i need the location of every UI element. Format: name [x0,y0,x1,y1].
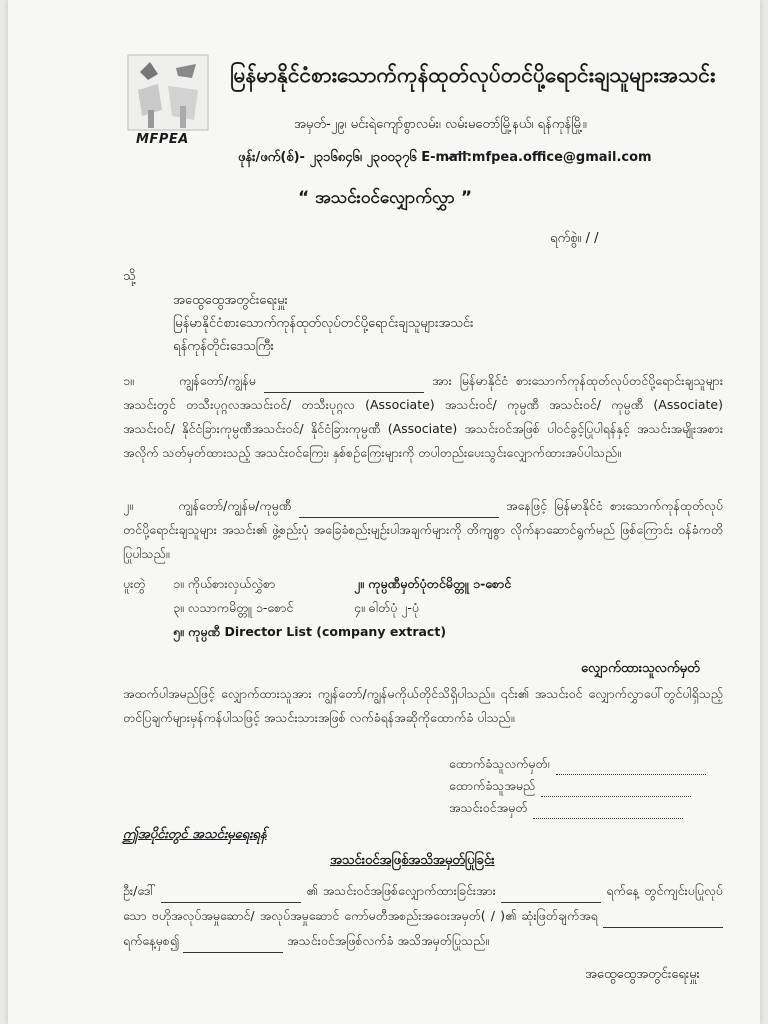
organization-address: အမှတ်-၂၉၊ မင်းရဲကျော်စွာလမ်း၊ လမ်းမတော်မြို့နယ်၊ ရန်ကုန်မြို့။ [294,117,587,132]
member-number-row [449,800,683,819]
organization-contact: ဖုန်း/ဖက်(စ်)- ၂၃၁၆၈၄၆၊ ၂၃၀၀၃၇၆ E-mail:mfpea.office@gmail.com [238,150,652,165]
organization-name: မြန်မာနိုင်ငံစားသောက်ကုန်ထုတ်လုပ်တင်ပို့ရောင်းချသူများအသင်း [230,63,716,87]
endorser-name-label: ထောက်ခံသူအမည် [449,778,536,793]
attachment-item: ၁။ ကိုယ်စားလှယ်လွှဲစာ [173,576,276,591]
paragraph-number: ၂။ [123,498,133,513]
endorser-name-field[interactable] [541,796,691,797]
paragraph-text: အား မြန်မာနိုင်ငံ စားသောက်ကုန်ထုတ်လုပ်တင်ပို့ရောင်းချသူများအသင်းတွင် တသီးပုဂ္ဂလအသင်းဝင်/ တသီးပုဂ္ဂလ (Associate) အသင်းဝင်/ ကုမ္ပဏီ အသင်းဝင်/ ကုမ္ပဏီ (Associate) အသင်းဝင်/ နိုင်ငံခြားကုမ္ပဏီအသင်းဝင်/ နိုင်ငံခြားကုမ္ပဏီ (Associate) အသင်းဝင်အဖြစ် ပါဝင်ခွင့်ပြုပါရန်နှင့် အသင်းအမျိုးအစားအလိုက် သတ်မှတ်ထားသည့် အသင်းဝင်ကြေး၊ နှစ်စဉ်ကြေးများကို တပါတည်းပေးသွင်းလျှောက်ထားအပ်ပါသည်။ [123,373,723,460]
cert-text-2: တွင်ကျင်းပပြုလုပ်သော ဗဟိုအလုပ်အမှုဆောင်/ အလုပ်အမှုဆောင် ကော်မတီအစည်းအဝေးအမှတ်( / )၏ [123,883,723,923]
form-page [8,0,760,1024]
paragraph-text: အနေဖြင့် မြန်မာနိုင်ငံ စားသောက်ကုန်ထုတ်လုပ်တင်ပို့ရောင်းချသူများ အသင်း၏ ဖွဲ့စည်းပုံ အခြေခံစည်းမျဉ်းပါအချက်များကို တိကျစွာ လိုက်နာဆောင်ရွက်မည် ဖြစ်ကြောင်း ဝန်ခံကတိပြုပါသည်။ [123,498,723,561]
attachment-item: ၂။ ကုမ္ပဏီမှတ်ပုံတင်မိတ္တူ ၁-စောင် [354,576,512,591]
cert-day-label: ရက်နေ့ [606,883,640,898]
cert-name-prefix: ဦး/ဒေါ် [123,883,156,898]
applicant-name-field[interactable] [264,368,424,393]
paragraph-number: ၁။ [123,373,134,388]
cert-text-1: ၏ အသင်းဝင်အဖြစ်လျှောက်ထားခြင်းအား [306,883,496,898]
logo-caption: MFPEA [136,132,189,147]
document-title: “ အသင်းဝင်လျှောက်လွှာ ” [298,188,473,208]
certification-title: အသင်းဝင်အဖြစ်အသိအမှတ်ပြုခြင်း [330,853,495,868]
general-secretary-signature: အထွေထွေအတွင်းရေးမှူး [585,967,700,982]
cert-effective-date-field[interactable] [603,903,723,928]
attachment-item: ၅။ ကုမ္ပဏီ Director List (company extract) [173,624,447,639]
company-name-field[interactable] [299,493,499,518]
cert-decision-label: ဆုံးဖြတ်ချက်အရ [521,908,598,923]
certification-text [123,878,723,953]
endorser-name-row [449,778,691,797]
paragraph-1 [123,368,723,465]
attachment-item: ၄။ ဓါတ်ပုံ ၂-ပုံ [354,600,420,615]
recipient-region: ရန်ကုန်တိုင်းဒေသကြီး [173,339,274,354]
cert-text-3: အသိအမှတ်ပြုသည်။ [397,933,490,948]
recipient-title: အထွေထွေအတွင်းရေးမှူး [173,293,288,308]
cert-member-type-field[interactable] [183,928,283,953]
date-field[interactable]: ရက်စွဲ။ / / [550,231,599,246]
member-number-label: အသင်းဝင်အမှတ် [449,800,528,815]
recommendation-paragraph: အထက်ပါအမည်ဖြင့် လျှောက်ထားသူအား ကျွန်တော်/ကျွန်မကိုယ်တိုင်သိရှိပါသည်။ ၎င်း၏ အသင်းဝင် လျှောက်လွှာပေါ်တွင်ပါရှိသည့် တင်ပြချက်များမှန်ကန်ပါသဖြင့် အသင်းသားအဖြစ် လက်ခံရန်အဆိုကိုထောက်ခံ ပါသည်။ [123,686,723,725]
pen-mark-icon [446,150,472,162]
member-number-field[interactable] [533,818,683,819]
endorser-signature-label: ထောက်ခံသူလက်မှတ်၊ [449,756,550,771]
attachments-label: ပူးတွဲ [123,576,146,591]
endorser-signature-row [449,756,706,775]
office-use-heading: ဤအပိုင်းတွင် အသင်းမှရေးရန် [123,827,267,842]
recipient-organization: မြန်မာနိုင်ငံစားသောက်ကုန်ထုတ်လုပ်တင်ပို့ရောင်းချသူများအသင်း [173,316,474,331]
paragraph-lead: ကျွန်တော်/ကျွန်မ [179,373,256,388]
paragraph-2 [123,493,723,566]
paragraph-lead: ကျွန်တော်/ကျွန်မ/ကုမ္ပဏီ [178,498,292,513]
cert-accept-label: အသင်းဝင်အဖြစ်လက်ခံ [287,933,394,948]
attachment-item: ၃။ လသာကမိတ္တူ ၁-စောင် [173,600,294,615]
applicant-signature-label: လျှောက်ထားသူလက်မှတ် [581,661,700,676]
endorser-signature-field[interactable] [556,774,706,775]
recipient-to: သို့ [123,269,136,284]
cert-member-name-field[interactable] [161,878,301,903]
cert-date-field[interactable] [501,878,601,903]
cert-from-label: ရက်နေ့မှစ၍ [123,933,180,948]
